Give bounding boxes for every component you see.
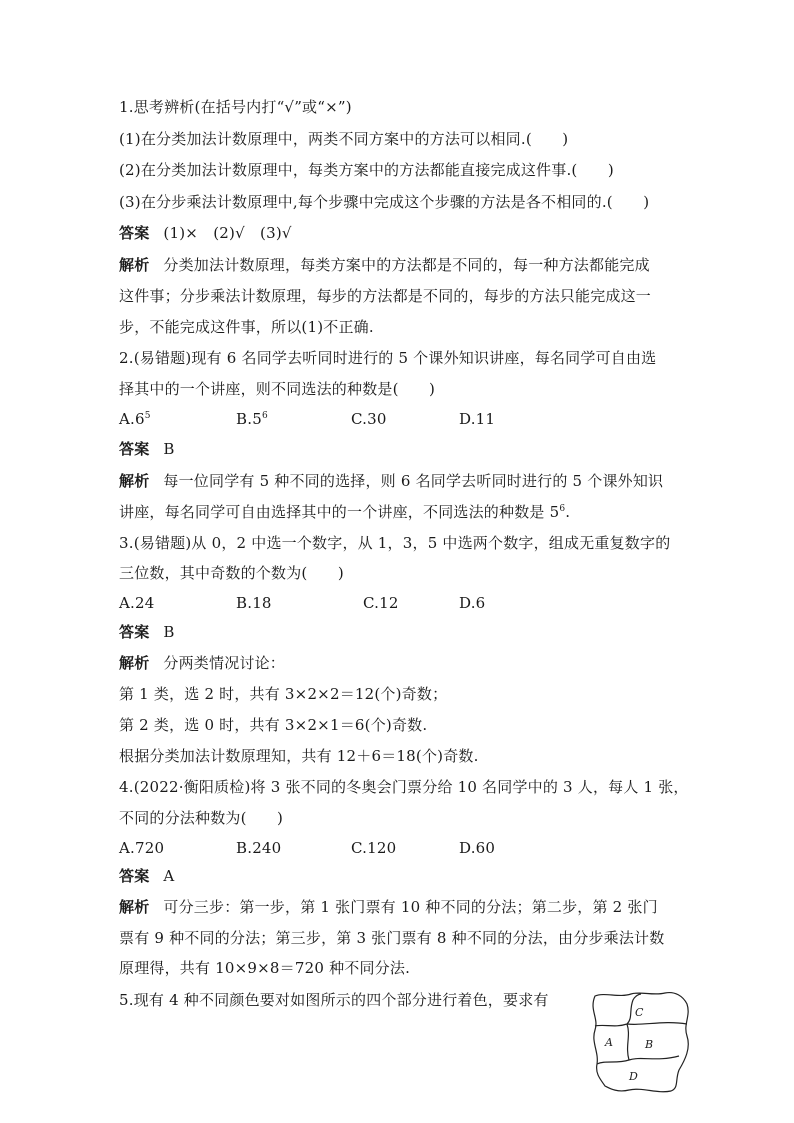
q3-analysis-3: 第 2 类，选 0 时，共有 3×2×1＝6(个)奇数.: [119, 716, 428, 734]
q2-analysis-2: 讲座，每名同学可自由选择其中的一个讲座，不同选法的种数是 $5^6$.: [119, 503, 571, 521]
analysis-text: 每一位同学有 5 种不同的选择，则 6 名同学去听同时进行的 5 个课外知识: [163, 472, 664, 490]
q2-analysis-1: [119, 471, 663, 491]
q1-analysis-3: 步，不能完成这件事，所以(1)不正确.: [119, 318, 374, 336]
q1-analysis-1: [119, 255, 650, 275]
analysis-label: 解析: [119, 898, 150, 916]
label-d: D: [629, 1070, 638, 1083]
q4-analysis-2: 票有 9 种不同的分法；第三步，第 3 张门票有 8 种不同的分法，由分步乘法计数: [119, 929, 665, 947]
q4-stem-1: 4.(2022·衡阳质检)将 3 张不同的冬奥会门票分给 10 名同学中的 3 人，每人 1 张，: [119, 778, 689, 796]
q5-stem: 5.现有 4 种不同颜色要对如图所示的四个部分进行着色，要求有: [119, 991, 549, 1009]
label-b: B: [645, 1038, 654, 1051]
answer-label: 答案: [119, 623, 150, 641]
label-a: A: [605, 1036, 613, 1049]
q2-options: [119, 409, 679, 429]
option-d: D.6: [459, 594, 486, 612]
option-c: C.120: [351, 839, 397, 857]
q4-answer: [119, 866, 174, 886]
q3-answer: [119, 622, 175, 642]
q1-statement-2: (2)在分类加法计数原理中，每类方案中的方法都能直接完成这件事.( ): [119, 161, 614, 179]
analysis-label: 解析: [119, 654, 150, 672]
q3-options: [119, 593, 679, 613]
option-a: A.720: [119, 839, 165, 857]
region-map-figure: [583, 990, 693, 1094]
answer-label: 答案: [119, 440, 150, 458]
q2-answer: [119, 439, 175, 459]
analysis-text: 分两类情况讨论：: [163, 654, 286, 672]
q1-analysis-2: 这件事；分步乘法计数原理，每步的方法都是不同的，每步的方法只能完成这一: [119, 287, 652, 305]
q1-statement-3: (3)在分步乘法计数原理中,每个步骤中完成这个步骤的方法是各不相同的.( ): [119, 193, 650, 211]
answer-label: 答案: [119, 224, 150, 242]
q4-stem-2: 不同的分法种数为( ): [119, 809, 284, 827]
q4-options: [119, 838, 679, 858]
option-b: B.240: [236, 839, 282, 857]
d-boundary: [597, 1056, 679, 1064]
analysis-text: 可分三步：第一步，第 1 张门票有 10 种不同的分法；第二步，第 2 张门: [163, 898, 658, 916]
q3-stem-1: 3.(易错题)从 0，2 中选一个数字，从 1，3，5 中选两个数字，组成无重复数字的: [119, 534, 671, 552]
option-d: D.11: [459, 410, 496, 428]
q1-title: 1.思考辨析(在括号内打“√”或“×”): [119, 98, 352, 116]
option-c: C.12: [363, 594, 399, 612]
analysis-text: 分类加法计数原理，每类方案中的方法都是不同的，每一种方法都能完成: [163, 256, 650, 274]
q2-stem-1: 2.(易错题)现有 6 名同学去听同时进行的 5 个课外知识讲座，每名同学可自由选: [119, 349, 657, 367]
answer-value: A: [163, 867, 175, 885]
q4-analysis-1: [119, 897, 658, 917]
answer-value: (1)× (2)√ (3)√: [163, 224, 292, 242]
label-c: C: [635, 1006, 644, 1019]
q3-analysis-1: [119, 653, 285, 673]
option-c: C.30: [351, 410, 387, 428]
option-a: A.24: [119, 594, 155, 612]
option-b: B.18: [236, 594, 272, 612]
ab-boundary: [627, 1024, 629, 1060]
q1-answer: [119, 223, 292, 243]
answer-label: 答案: [119, 867, 150, 885]
analysis-label: 解析: [119, 472, 150, 490]
answer-value: B: [163, 623, 175, 641]
q3-analysis-4: 根据分类加法计数原理知，共有 12＋6＝18(个)奇数.: [119, 747, 479, 765]
a-boundary: [595, 1024, 627, 1026]
q1-statement-1: (1)在分类加法计数原理中，两类不同方案中的方法可以相同.( ): [119, 130, 569, 148]
answer-value: B: [163, 440, 175, 458]
q3-analysis-2: 第 1 类，选 2 时，共有 3×2×2＝12(个)奇数；: [119, 685, 448, 703]
c-boundary-2: [627, 1023, 687, 1025]
option-d: D.60: [459, 839, 496, 857]
q2-stem-2: 择其中的一个讲座，则不同选法的种数是( ): [119, 380, 436, 398]
option-b: $B.5^6$: [236, 410, 268, 428]
q4-analysis-3: 原理得，共有 10×9×8＝720 种不同分法.: [119, 959, 411, 977]
analysis-label: 解析: [119, 256, 150, 274]
q3-stem-2: 三位数，其中奇数的个数为( ): [119, 564, 344, 582]
option-a: $A.6^5$: [119, 410, 151, 428]
